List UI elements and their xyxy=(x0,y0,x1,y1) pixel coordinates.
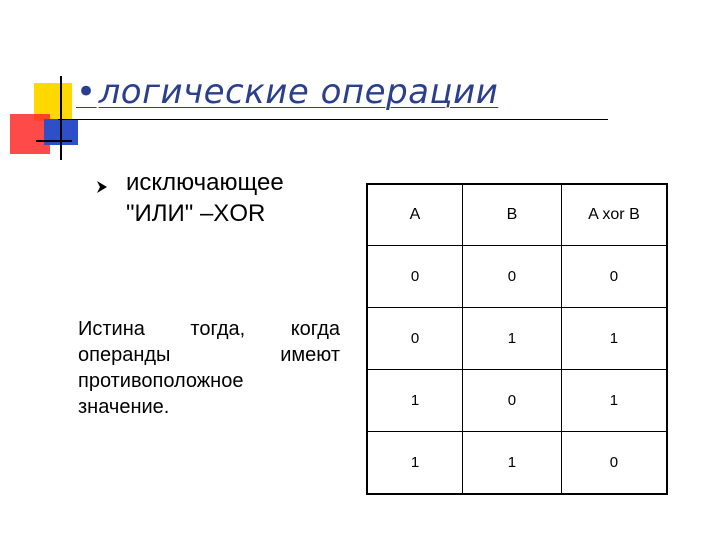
table-row xyxy=(367,432,667,495)
table-cell: 1 xyxy=(561,370,667,432)
table-row xyxy=(367,308,667,370)
table-cell: 0 xyxy=(561,246,667,308)
decor-horizontal-line xyxy=(36,140,72,142)
table-cell: 0 xyxy=(367,246,463,308)
table-cell: 1 xyxy=(561,308,667,370)
definition-paragraph: Истина тогда, когда операнды имеют противоположное значение. xyxy=(78,318,340,418)
header-cell-a-xor-b: A xor B xyxy=(561,184,667,246)
table-cell: 1 xyxy=(367,432,463,495)
table-cell: 1 xyxy=(463,432,562,495)
title-rule xyxy=(58,119,608,120)
title-bullet-icon: • xyxy=(76,72,97,112)
table-cell: 1 xyxy=(367,370,463,432)
table-cell: 1 xyxy=(463,308,562,370)
table-row xyxy=(367,370,667,432)
truth-table xyxy=(366,183,668,495)
sub-bullet-text: исключающее "ИЛИ" –XOR xyxy=(126,169,284,227)
decor-vertical-line xyxy=(60,76,62,160)
table-cell: 0 xyxy=(561,432,667,495)
slide-title xyxy=(76,72,498,112)
header-cell-b: B xyxy=(463,184,562,246)
table-cell: 0 xyxy=(463,246,562,308)
slide-title-text: логические операции xyxy=(98,72,499,112)
table-cell: 0 xyxy=(367,308,463,370)
header-cell-a: A xyxy=(367,184,463,246)
table-row xyxy=(367,246,667,308)
table-header-row xyxy=(367,184,667,246)
arrow-bullet-svg xyxy=(96,180,108,194)
table-cell: 0 xyxy=(463,370,562,432)
arrow-bullet-icon xyxy=(96,180,108,196)
